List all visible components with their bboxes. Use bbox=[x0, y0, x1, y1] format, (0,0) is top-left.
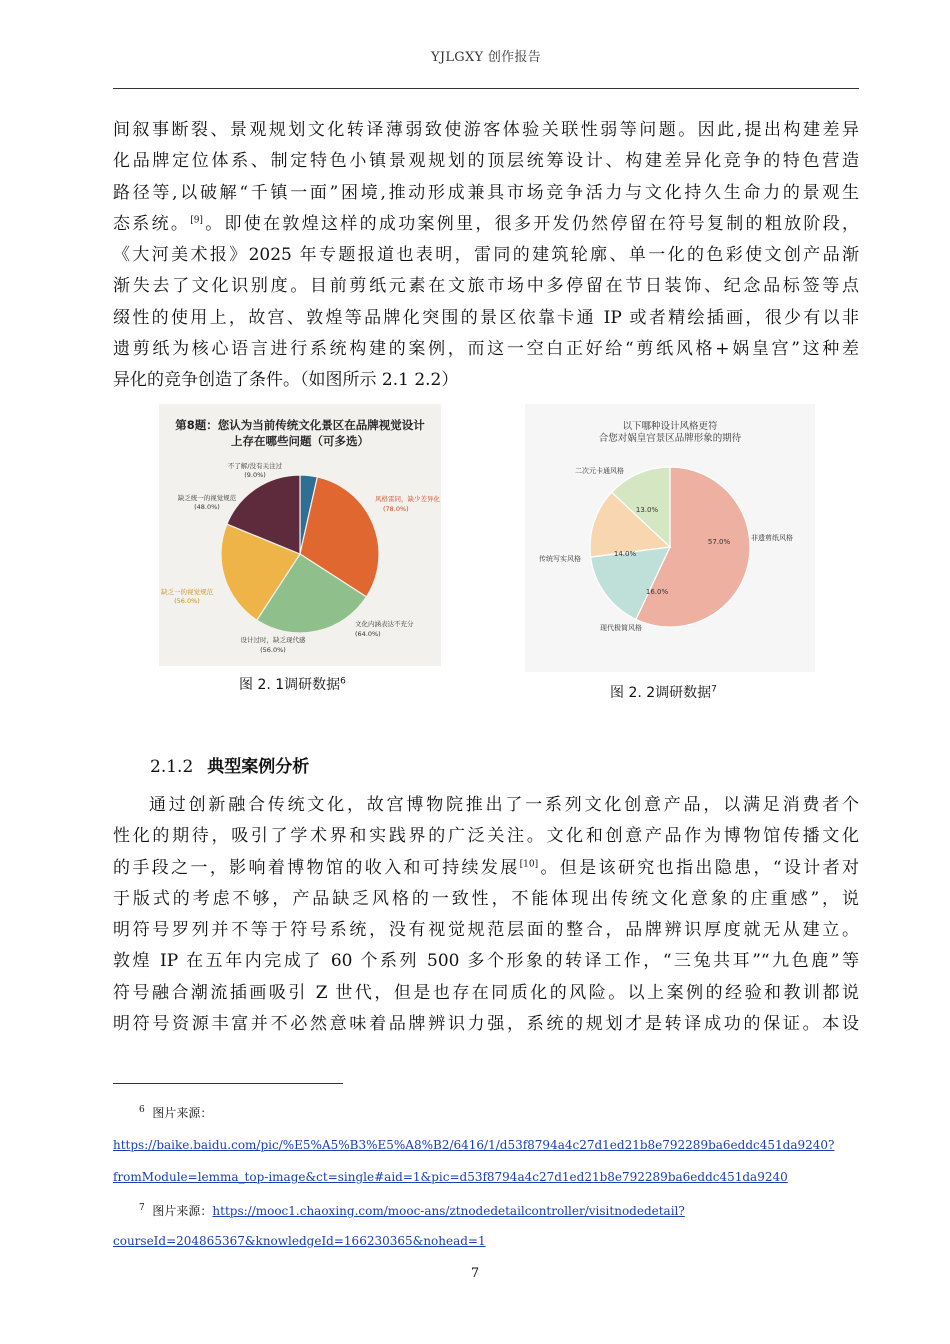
figure-2-2-pie-chart bbox=[525, 404, 815, 672]
text-segment: 态系统。 bbox=[113, 213, 191, 234]
citation-ref-10[interactable]: [10] bbox=[519, 858, 539, 869]
text-line: 路径等,以破解“千镇一面”困境,推动形成兼具市场竞争活力与文化持久生命力的景观生 bbox=[113, 182, 859, 203]
citation-ref-9[interactable]: [9] bbox=[190, 215, 203, 226]
slice-pct: (64.0%) bbox=[355, 630, 381, 638]
slice-label: 缺乏一的视觉规范 bbox=[161, 588, 213, 596]
slice-label: 文化内涵表达不充分 bbox=[355, 620, 414, 628]
footnote-mark bbox=[113, 1204, 145, 1218]
slice-label: 现代极简风格 bbox=[600, 624, 642, 632]
body-paragraph-2 bbox=[113, 790, 859, 1040]
footnote-7 bbox=[113, 1202, 685, 1219]
header-rule bbox=[113, 88, 859, 89]
slice-label: 非遗剪纸风格 bbox=[751, 534, 793, 542]
text-line: 遗剪纸为核心语言进行系统构建的案例，而这一空白正好给“剪纸风格+娲皇宫”这种差 bbox=[113, 339, 859, 360]
footnote-number: 6 bbox=[139, 1105, 145, 1115]
chart-title-line: 上存在哪些问题（可多选） bbox=[231, 434, 369, 448]
footnote-7-url-line-2 bbox=[113, 1234, 486, 1248]
text-segment: 。即使在敦煌这样的成功案例里，很多开发仍然停留在符号复制的粗放阶段， bbox=[202, 213, 860, 234]
text-line: 渐失去了文化识别度。目前剪纸元素在文旅市场中多停留在节日装饰、纪念品标签等点 bbox=[113, 276, 859, 297]
section-title: 典型案例分析 bbox=[207, 757, 310, 777]
text-line: 敦煌 IP 在五年内完成了 60 个系列 500 多个形象的转译工作，“三兔共耳”“九色鹿”等 bbox=[113, 951, 859, 972]
slice-label: 不了解/没有关注过 bbox=[227, 462, 283, 470]
footnote-ref-7[interactable]: 7 bbox=[711, 684, 717, 695]
body-paragraph-1 bbox=[113, 115, 859, 397]
text-line: 缀性的使用上，故宫、敦煌等品牌化突围的景区依靠卡通 IP 或者精绘插画，很少有以非 bbox=[113, 307, 859, 328]
running-header: YJLGXY 创作报告 bbox=[430, 50, 542, 65]
slice-value-label: 16.0% bbox=[645, 588, 669, 596]
slice-pct: (9.0%) bbox=[244, 471, 266, 479]
text-line: 《大河美术报》2025 年专题报道也表明，雷同的建筑轮廓、单一化的色彩使文创产品渐 bbox=[113, 245, 859, 266]
slice-pct: (56.0%) bbox=[174, 597, 200, 605]
caption-text: 图 2. 1调研数据 bbox=[239, 677, 341, 693]
slice-label: 缺乏统一的视觉规范 bbox=[177, 494, 237, 502]
text-line bbox=[113, 853, 859, 884]
footnote-link[interactable]: https://mooc1.chaoxing.com/mooc-ans/ztnodedetailcontroller/visitnodedetail? bbox=[212, 1204, 685, 1218]
text-line: 于版式的考虑不够，产品缺乏风格的一致性，不能体现出传统文化意象的庄重感”，说 bbox=[113, 888, 859, 909]
footnote-link[interactable]: fromModule=lemma_top-image&ct=single#aid=1&pic=d53f8794a4c27d1ed21b8e792289ba6eddc451da9240 bbox=[113, 1170, 788, 1184]
slice-pct: (78.0%) bbox=[383, 505, 409, 513]
section-heading bbox=[150, 752, 309, 777]
text-line: 明符号罗列并不等于符号系统，没有视觉规范层面的整合，品牌辨识厚度就无从建立。 bbox=[113, 920, 859, 941]
text-line: 明符号资源丰富并不必然意味着品牌辨识力强，系统的规划才是转译成功的保证。本设 bbox=[113, 1014, 859, 1035]
slice-label: 风格雷同，缺少差异化 bbox=[375, 495, 440, 503]
footnote-ref-6[interactable]: 6 bbox=[340, 676, 346, 687]
footnote-6 bbox=[113, 1104, 212, 1121]
text-segment: 。但是该研究也指出隐患，“设计者对 bbox=[538, 857, 859, 878]
footnote-rule bbox=[113, 1083, 343, 1084]
slice-value-label: 13.0% bbox=[635, 506, 659, 514]
extra-label: 设计过时，缺乏现代感 bbox=[240, 636, 306, 644]
footnote-6-url-line-1 bbox=[113, 1138, 834, 1152]
footnote-link[interactable]: courseId=204865367&knowledgeId=166230365&nohead=1 bbox=[113, 1234, 486, 1248]
slice-label: 二次元卡通风格 bbox=[575, 467, 624, 475]
figure-2-1-pie-chart bbox=[159, 404, 441, 666]
figure-caption-2-2 bbox=[610, 682, 717, 702]
chart-title-line: 合您对娲皇宫景区品牌形象的期待 bbox=[598, 433, 742, 444]
slice-pct: (48.0%) bbox=[194, 503, 220, 511]
footnote-label: 图片来源： bbox=[152, 1106, 213, 1120]
pie-chart-svg bbox=[525, 404, 815, 672]
slice-label: 传统写实风格 bbox=[539, 555, 581, 563]
footnote-number: 7 bbox=[139, 1203, 145, 1213]
text-line: 符号融合潮流插画吸引 Z 世代，但是也存在同质化的风险。以上案例的经验和教训都说 bbox=[113, 982, 859, 1003]
text-line bbox=[113, 209, 859, 240]
caption-text: 图 2. 2调研数据 bbox=[610, 685, 712, 701]
text-line: 间叙事断裂、景观规划文化转译薄弱致使游客体验关联性弱等问题。因此,提出构建差异 bbox=[113, 120, 859, 140]
section-number: 2.1.2 bbox=[150, 757, 194, 777]
page-number: 7 bbox=[470, 1266, 480, 1281]
text-segment: 的手段之一，影响着博物馆的收入和可持续发展 bbox=[113, 857, 520, 878]
slice-value-label: 14.0% bbox=[613, 550, 637, 558]
chart-title-line: 以下哪种设计风格更符 bbox=[622, 421, 718, 432]
text-line: 通过创新融合传统文化，故宫博物院推出了一系列文化创意产品，以满足消费者个 bbox=[149, 795, 859, 815]
footnote-6-url-line-2 bbox=[113, 1170, 788, 1184]
extra-pct: (56.0%) bbox=[260, 646, 286, 654]
footnote-link[interactable]: https://baike.baidu.com/pic/%E5%A5%B3%E5%A8%B2/6416/1/d53f8794a4c27d1ed21b8e792289ba6eddc451da9240? bbox=[113, 1138, 835, 1152]
text-line: 异化的竞争创造了条件。（如图所示 2.1 2.2） bbox=[113, 370, 459, 391]
figure-caption-2-1 bbox=[239, 674, 346, 694]
footnote-mark bbox=[113, 1106, 145, 1120]
chart-title-line: 第8题：您认为当前传统文化景区在品牌视觉设计 bbox=[175, 418, 425, 432]
pie-chart-svg bbox=[159, 404, 441, 666]
text-line: 性化的期待，吸引了学术界和实践界的广泛关注。文化和创意产品作为博物馆传播文化 bbox=[113, 826, 859, 847]
footnote-label: 图片来源： bbox=[152, 1204, 213, 1218]
slice-value-label: 57.0% bbox=[707, 538, 731, 546]
text-line: 化品牌定位体系、制定特色小镇景观规划的顶层统筹设计、构建差异化竞争的特色营造 bbox=[113, 151, 859, 172]
